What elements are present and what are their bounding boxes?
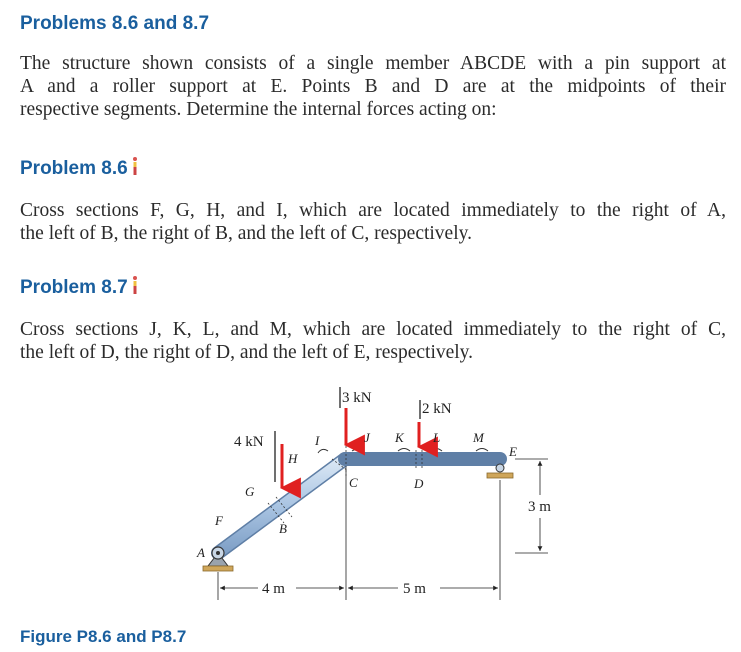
section-f-label: F [215,513,223,528]
problem-86-title: Problem 8.6 [20,158,128,179]
problem-87-text [20,318,726,364]
section-h-label: H [288,451,298,466]
load-4kn [234,431,282,488]
section-m-label: M [473,430,484,445]
dimension-horizontal [218,480,500,600]
dimension-5m: 5 m [403,581,426,597]
page-title: Problems 8.6 and 8.7 [20,13,210,34]
intro-line: A and a roller support at E. Points B and D are at the midpoints of their [20,76,726,97]
problem-87-heading [20,275,139,299]
section-j-label: J [364,430,370,445]
section-k-label: K [395,430,404,445]
problem-86-text [20,199,726,245]
problem-86-line: the left of B, the right of B, and the left of C, respectively. [20,223,472,244]
section-i-label: I [315,433,320,448]
dimension-3m: 3 m [528,499,551,515]
load-4kn-label: 4 kN [234,434,264,450]
point-b-label: B [279,521,287,536]
structure-figure [0,380,741,605]
dimension-4m: 4 m [262,581,285,597]
roller-support-e [487,464,513,478]
info-icon[interactable] [131,275,139,295]
point-e-label: E [509,444,517,459]
problem-87-line: the left of D, the right of D, and the left of E, respectively. [20,342,474,363]
intro-line: respective segments. Determine the internal forces acting on: [20,99,497,120]
section-l-label: L [433,430,441,445]
problem-86-line: Cross sections F, G, H, and I, which are located immediately to the right of A, [20,200,726,221]
section-g-label: G [245,484,255,499]
problem-87-line: Cross sections J, K, L, and M, which are located immediately to the right of C, [20,319,726,340]
member-abcde [218,459,500,553]
point-d-label: D [414,476,424,491]
point-a-label: A [197,545,205,560]
intro-line: The structure shown consists of a single member ABCDE with a pin support at [20,53,726,74]
figure-caption: Figure P8.6 and P8.7 [20,627,187,646]
info-icon[interactable] [131,156,139,176]
load-3kn-label: 3 kN [342,390,372,406]
problem-87-title: Problem 8.7 [20,277,128,298]
point-c-label: C [349,475,358,490]
intro-paragraph [20,52,726,121]
load-2kn-label: 2 kN [422,401,452,417]
problem-86-heading [20,156,139,180]
